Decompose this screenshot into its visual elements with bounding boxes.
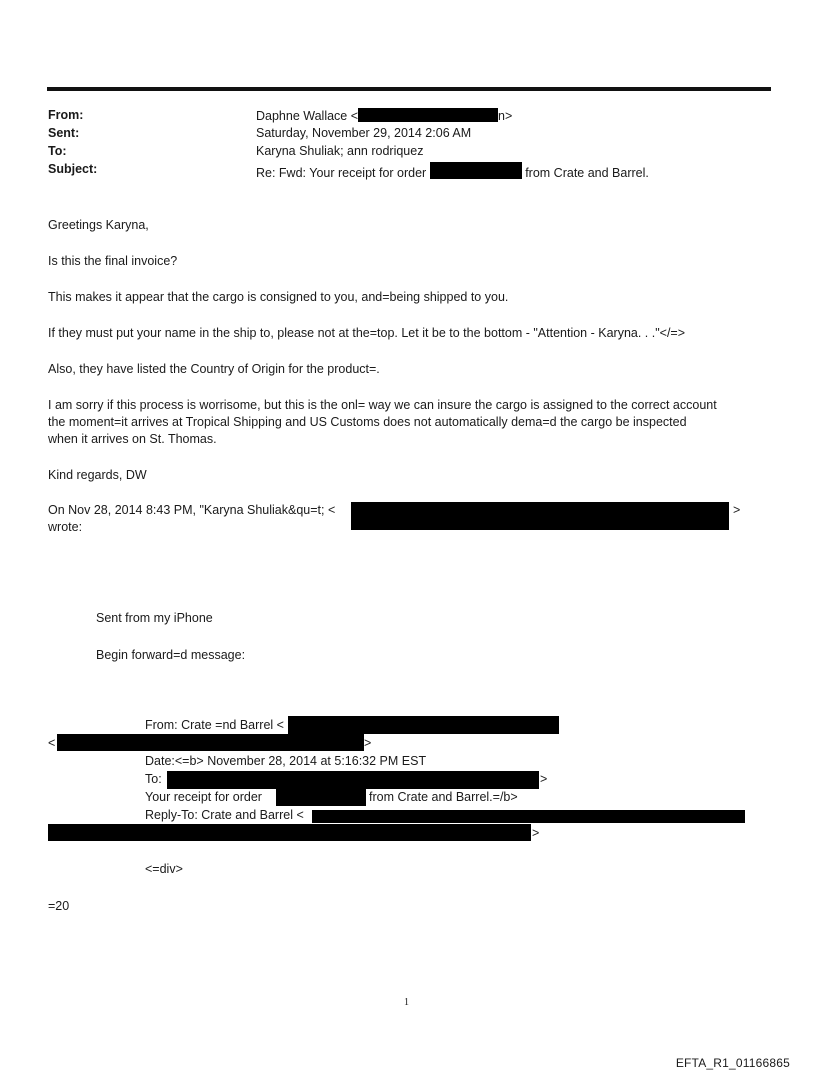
fwd-to-tail: > bbox=[540, 772, 548, 786]
page-number: 1 bbox=[404, 997, 409, 1008]
fwd-div-tag: <=div> bbox=[145, 862, 183, 876]
fwd-to-line: To: bbox=[145, 772, 162, 786]
redaction-bar bbox=[57, 734, 364, 751]
paragraph: Is this the final invoice? bbox=[48, 254, 178, 268]
to-value: Karyna Shuliak; ann rodriquez bbox=[256, 144, 424, 158]
redaction-bar bbox=[430, 162, 522, 179]
to-label: To: bbox=[48, 144, 67, 158]
paragraph: Also, they have listed the Country of Origin for the product=. bbox=[48, 362, 380, 376]
fwd-from-line: From: Crate =nd Barrel < bbox=[145, 718, 284, 732]
greeting: Greetings Karyna, bbox=[48, 218, 149, 232]
quote-intro-tail: > bbox=[733, 503, 741, 517]
paragraph: I am sorry if this process is worrisome, but this is the onl= way we can insure the cargo is assigned to the correct account bbox=[48, 398, 717, 412]
redaction-bar bbox=[312, 810, 745, 823]
sent-label: Sent: bbox=[48, 126, 80, 140]
redaction-bar bbox=[351, 502, 729, 530]
redaction-bar bbox=[276, 789, 366, 806]
fwd-gt: > bbox=[364, 736, 372, 750]
from-tail: n> bbox=[498, 109, 513, 123]
paragraph: If they must put your name in the ship to, please not at the=top. Let it be to the bottom - "Attention - Karyna. . ."</=> bbox=[48, 326, 686, 340]
subject-prefix: Re: Fwd: Your receipt for order bbox=[256, 166, 427, 180]
bates-number: EFTA_R1_01166865 bbox=[675, 1056, 790, 1070]
fwd-eq20: =20 bbox=[48, 899, 70, 913]
paragraph: This makes it appear that the cargo is consigned to you, and=being shipped to you. bbox=[48, 290, 509, 304]
redaction-bar bbox=[48, 824, 531, 841]
begin-forwarded: Begin forward=d message: bbox=[96, 648, 246, 662]
sent-value: Saturday, November 29, 2014 2:06 AM bbox=[256, 126, 472, 140]
header-rule bbox=[47, 87, 771, 91]
from-label: From: bbox=[48, 108, 84, 122]
from-name: Daphne Wallace < bbox=[256, 109, 359, 123]
redaction-bar bbox=[358, 108, 498, 122]
subject-value bbox=[256, 162, 649, 180]
fwd-date-line: Date:<=b> November 28, 2014 at 5:16:32 PM EST bbox=[145, 754, 427, 768]
fwd-reply-tail: > bbox=[532, 826, 540, 840]
paragraph: when it arrives on St. Thomas. bbox=[48, 432, 217, 446]
redaction-bar bbox=[288, 716, 559, 734]
fwd-receipt-prefix: Your receipt for order bbox=[145, 790, 262, 804]
from-value bbox=[256, 108, 512, 123]
fwd-lt: < bbox=[48, 736, 56, 750]
quote-wrote: wrote: bbox=[48, 520, 83, 534]
subject-suffix: from Crate and Barrel. bbox=[525, 166, 649, 180]
subject-label: Subject: bbox=[48, 162, 98, 176]
quote-intro: On Nov 28, 2014 8:43 PM, "Karyna Shuliak&qu=t; < bbox=[48, 503, 336, 517]
redaction-bar bbox=[167, 771, 539, 789]
paragraph: the moment=it arrives at Tropical Shipping and US Customs does not automatically dema=d the cargo be inspected bbox=[48, 415, 687, 429]
fwd-receipt-suffix: from Crate and Barrel.=/b> bbox=[369, 790, 518, 804]
sent-from-line: Sent from my iPhone bbox=[96, 611, 213, 625]
fwd-reply-to: Reply-To: Crate and Barrel < bbox=[145, 808, 304, 822]
signoff: Kind regards, DW bbox=[48, 468, 147, 482]
